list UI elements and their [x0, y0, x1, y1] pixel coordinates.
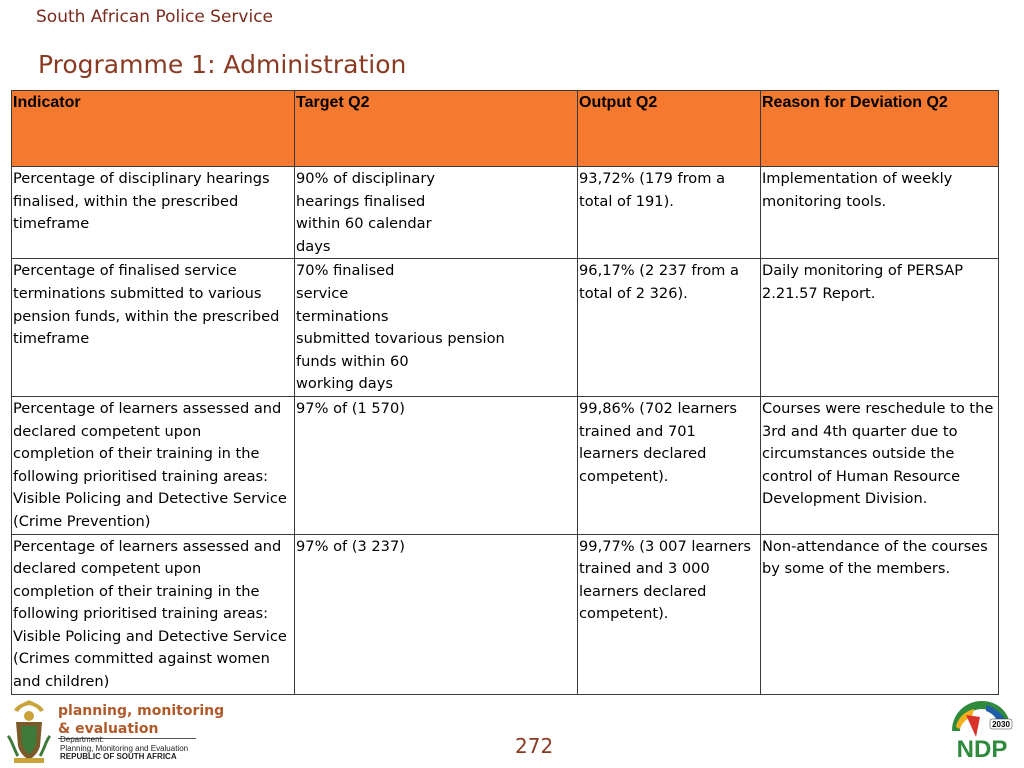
dept-line-2: Planning, Monitoring and Evaluation: [60, 743, 189, 753]
coat-of-arms-icon: [4, 696, 54, 766]
pme-branding: [58, 702, 224, 738]
target-cell: 97% of (1 570): [295, 396, 578, 534]
reason-cell: Courses were reschedule to the 3rd and 4th quarter due to circumstances outside the control of Human Resource Development Division.: [761, 396, 999, 534]
table-row: [12, 259, 999, 397]
page-title: Programme 1: Administration: [38, 50, 407, 79]
target-cell: 70% finalised service terminations submitted tovarious pension funds within 60 working days: [295, 259, 578, 397]
column-header-indicator: Indicator: [12, 91, 295, 167]
pme-line-2: & evaluation: [58, 721, 159, 737]
target-cell: 90% of disciplinary hearings finalised within 60 calendar days: [295, 167, 578, 259]
page-number: 272: [515, 734, 554, 758]
column-header-target: Target Q2: [295, 91, 578, 167]
reason-cell: Implementation of weekly monitoring tools.: [761, 167, 999, 259]
ndp-year: 2030: [992, 720, 1010, 729]
ndp-2030-logo-icon: [946, 697, 1014, 761]
table-header-row: [12, 91, 999, 167]
indicator-cell: Percentage of learners assessed and declared competent upon completion of their training in the following prioritised training areas: Visible Policing and Detective Service (Crimes committed against women and children): [12, 534, 295, 694]
output-cell: 96,17% (2 237 from a total of 2 326).: [578, 259, 761, 397]
dept-line-1: Department:: [60, 735, 105, 744]
organisation-name: South African Police Service: [36, 7, 274, 27]
pme-line-1: planning, monitoring: [58, 703, 225, 719]
table-row: [12, 534, 999, 694]
dept-line-3: REPUBLIC OF SOUTH AFRICA: [60, 752, 177, 761]
indicator-cell: Percentage of finalised service terminations submitted to various pension funds, within the prescribed timeframe: [12, 259, 295, 397]
target-cell: 97% of (3 237): [295, 534, 578, 694]
department-label: [60, 736, 188, 762]
column-header-reason: Reason for Deviation Q2: [761, 91, 999, 167]
indicator-table: [11, 90, 999, 695]
indicator-cell: Percentage of disciplinary hearings finalised, within the prescribed timeframe: [12, 167, 295, 259]
reason-cell: Non-attendance of the courses by some of the members.: [761, 534, 999, 694]
output-cell: 99,86% (702 learners trained and 701 learners declared competent).: [578, 396, 761, 534]
table-row: [12, 396, 999, 534]
table-row: [12, 167, 999, 259]
indicator-cell: Percentage of learners assessed and declared competent upon completion of their training in the following prioritised training areas: Visible Policing and Detective Service (Crime Prevention): [12, 396, 295, 534]
output-cell: 93,72% (179 from a total of 191).: [578, 167, 761, 259]
reason-cell: Daily monitoring of PERSAP 2.21.57 Report.: [761, 259, 999, 397]
output-cell: 99,77% (3 007 learners trained and 3 000 learners declared competent).: [578, 534, 761, 694]
column-header-output: Output Q2: [578, 91, 761, 167]
ndp-text: NDP: [956, 736, 1008, 761]
